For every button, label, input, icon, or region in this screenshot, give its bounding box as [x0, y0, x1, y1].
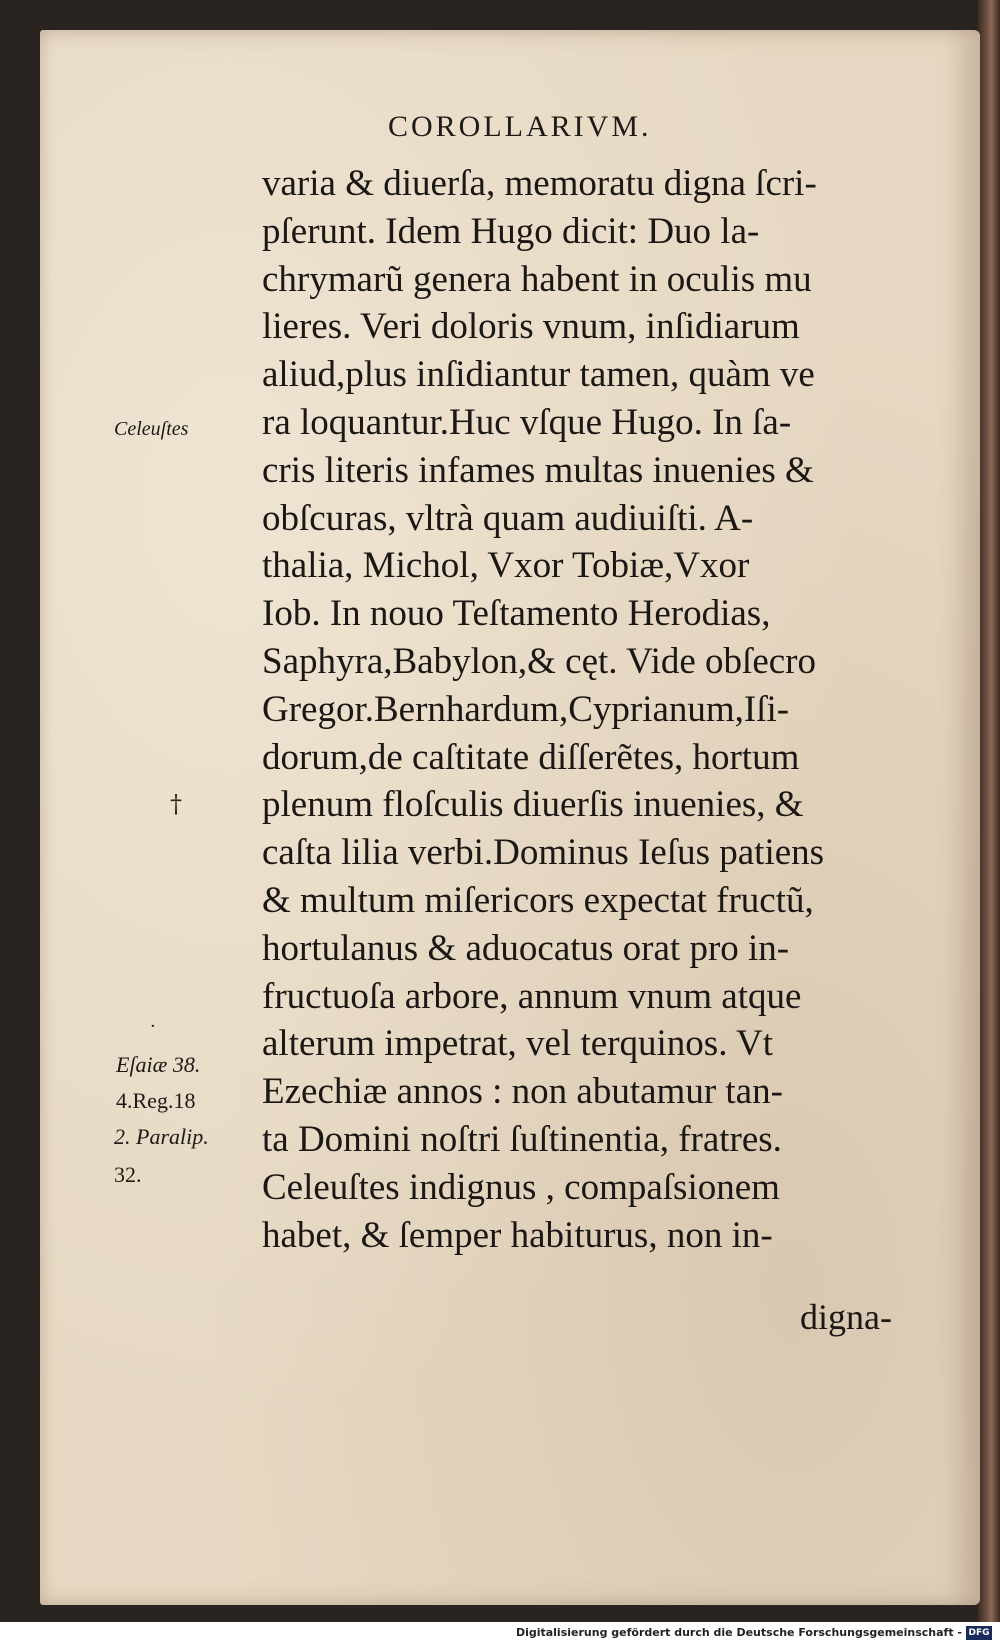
margin-note-celeustes: Celeuſtes	[114, 418, 189, 440]
margin-note-32: 32.	[114, 1162, 142, 1187]
text-line: plenum floſculis diuerſis inuenies, &	[262, 784, 804, 826]
text-line: Saphyra,Babylon,& cęt. Vide obſecro	[262, 640, 817, 682]
text-line: fructuoſa arbore, annum vnum atque	[262, 975, 802, 1017]
catchword: digna-	[800, 1297, 892, 1337]
text-line: & multum miſericors expectat fructũ,	[262, 879, 814, 921]
text-line: thalia, Michol, Vxor Tobiæ,Vxor	[262, 545, 750, 587]
text-line: aliud,plus inſidiantur tamen, quàm ve	[262, 354, 815, 396]
margin-small-mark: ·	[150, 1016, 156, 1037]
text-line: Gregor.Bernhardum,Cyprianum,Iſi-	[262, 688, 790, 730]
text-line: hortulanus & aduocatus orat pro in-	[262, 927, 790, 969]
text-line: lieres. Veri doloris vnum, inſidiarum	[262, 306, 800, 348]
text-line: chrymarũ genera habent in oculis mu	[262, 258, 812, 300]
text-line: alterum impetrat, vel terquinos. Vt	[262, 1023, 774, 1065]
margin-note-reg: 4.Reg.18	[116, 1088, 196, 1113]
text-line: pſerunt. Idem Hugo dicit: Duo la-	[262, 210, 760, 252]
body-text	[262, 160, 922, 1259]
text-line: ra loquantur.Huc vſque Hugo. In ſa-	[262, 401, 792, 443]
running-head: COROLLARIVM.	[388, 110, 652, 143]
text-line: Ezechiæ annos : non abutamur tan-	[262, 1071, 783, 1113]
text-line: Iob. In nouo Teſtamento Herodias,	[262, 593, 771, 635]
funding-credit: Digitalisierung gefördert durch die Deutsche Forschungsgemeinschaft -	[515, 1626, 962, 1639]
margin-dagger-mark: †	[170, 790, 182, 818]
book-spine-edge	[978, 0, 1000, 1622]
margin-note-paralip: 2. Paralip.	[114, 1124, 209, 1149]
text-line: caſta lilia verbi.Dominus Ieſus patiens	[262, 832, 825, 874]
text-line: obſcuras, vltrà quam audiuiſti. A-	[262, 497, 754, 539]
text-line: habet, & ſemper habiturus, non in-	[262, 1214, 773, 1256]
text-line: ta Domini noſtri ſuſtinentia, fratres.	[262, 1118, 782, 1160]
text-line: varia & diuerſa, memoratu digna ſcri-	[262, 163, 817, 204]
text-line: Celeuſtes indignus , compaſsionem	[262, 1166, 780, 1208]
text-line: cris literis infames multas inuenies &	[262, 449, 814, 491]
text-line: dorum,de caſtitate diſſerẽtes, hortum	[262, 736, 800, 778]
footer-bar	[0, 1622, 1000, 1645]
dfg-logo: DFG	[966, 1626, 992, 1640]
margin-note-esaia: Eſaiæ 38.	[116, 1052, 201, 1077]
